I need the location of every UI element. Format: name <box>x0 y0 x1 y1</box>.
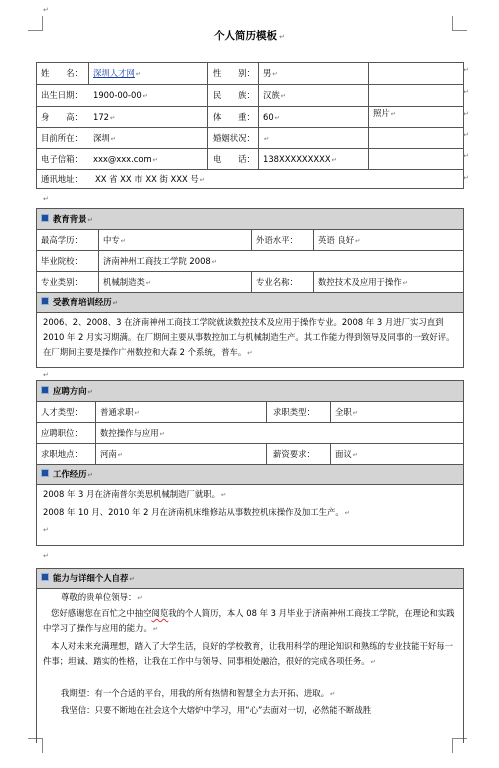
ethnic-value[interactable]: 汉族↵ <box>263 90 287 100</box>
degree-label: 最高学历： <box>41 235 83 245</box>
self-recommendation-table <box>36 568 464 743</box>
table-row <box>37 272 463 293</box>
education-table <box>36 208 464 368</box>
paragraph-mark-icon: ↵ <box>43 195 49 203</box>
school-label: 毕业院校： <box>41 256 83 266</box>
job-header: 应聘方向↵ <box>37 381 463 402</box>
paragraph-mark-icon: ↵ <box>279 33 285 41</box>
birth-label: 出生日期： <box>41 90 83 100</box>
photo-placeholder[interactable]: 照片↵ <box>373 108 397 118</box>
page-title[interactable]: 个人简历模板 ↵ <box>214 30 285 42</box>
training-header: 受教育培训经历↵ <box>37 293 463 313</box>
major-category-label: 专业类别： <box>41 277 83 287</box>
position-label: 应聘职位： <box>41 428 83 438</box>
table-row <box>37 251 463 272</box>
phone-label: 电 话： <box>213 154 255 164</box>
talent-type-value[interactable]: 普通求职↵ <box>100 407 140 417</box>
cell-mark-icon: ↵ <box>463 131 469 139</box>
work-line-1[interactable]: 2008 年 3 月在济南普尔美思机械制造厂就职。↵ <box>43 489 227 499</box>
job-location-value[interactable]: 河南↵ <box>100 449 124 459</box>
paragraph-mark-icon: ↵ <box>43 6 49 14</box>
self-paragraph-1[interactable]: 您好感谢您在百忙之中抽空阅览我的个人简历，本人 08 年 3 月毕业于济南神州工商技工学院，在理论和实践中学习了操作与应用的能力。↵ <box>43 608 455 633</box>
cell-mark-icon: ↵ <box>463 66 469 74</box>
phone-value[interactable]: 138XXXXXXXXX↵ <box>263 154 338 164</box>
training-text[interactable]: 2006、2、2008、3 在济南神州工商技工学院就读数控技术及应用于操作专业。2008 年 3 月进厂实习直到 2010 年 2 月实习期满。在厂期间主要从事数控加工与机械制造生产。其工作能力得到领导及同事的一致好评。在厂期间主要是操作广州数控和大森 2 个系统，普车。↵ <box>43 317 455 357</box>
ethnic-label: 民 族： <box>213 90 255 100</box>
table-row <box>37 128 463 149</box>
location-label: 目前所在： <box>41 133 83 143</box>
table-row <box>37 444 463 465</box>
work-line-2[interactable]: 2008 年 10 月、2010 年 2 月在济南机床维修站从事数控机床操作及加工生产。↵ <box>43 507 351 517</box>
major-category-value[interactable]: 机械制造类↵ <box>103 277 152 287</box>
major-name-value[interactable]: 数控技术及应用于操作↵ <box>318 277 409 287</box>
bullet-square-icon <box>41 214 49 222</box>
self-paragraph-2[interactable]: 本人对未来充满理想，踏入了大学生活，良好的学校教育，让我用科学的理论知识和熟练的专业技能干好每一件事；坦诚、踏实的性格，让我在工作中与领导、同事相处融洽，很好的完成各项任务。↵ <box>43 641 453 666</box>
paragraph-mark-icon: ↵ <box>43 552 49 560</box>
marital-label: 婚姻状况： <box>213 133 255 143</box>
weight-value[interactable]: 60↵ <box>263 112 281 122</box>
table-row <box>37 230 463 251</box>
cell-mark-icon: ↵ <box>463 174 469 182</box>
email-label: 电子信箱： <box>41 154 83 164</box>
language-value[interactable]: 英语 良好↵ <box>318 235 361 245</box>
talent-type-label: 人才类型： <box>41 407 83 417</box>
salary-value[interactable]: 面议↵ <box>335 449 359 459</box>
marital-value[interactable]: ↵ <box>264 135 270 143</box>
major-name-label: 专业名称： <box>256 277 298 287</box>
education-header: 教育背景↵ <box>37 209 463 230</box>
work-header: 工作经历↵ <box>37 465 463 485</box>
paragraph-mark-icon: ↵ <box>43 526 49 534</box>
address-label: 通讯地址： <box>41 174 83 184</box>
self-header: 能力与详细个人自荐↵ <box>37 569 463 589</box>
cell-mark-icon: ↵ <box>463 88 469 96</box>
table-row <box>37 149 463 170</box>
cell-mark-icon: ↵ <box>463 110 469 118</box>
position-value[interactable]: 数控操作与应用↵ <box>100 428 166 438</box>
self-greeting[interactable]: 尊敬的贵单位领导：↵ <box>61 592 143 602</box>
job-location-label: 求职地点： <box>41 449 83 459</box>
gender-value[interactable]: 男↵ <box>263 68 278 78</box>
location-value[interactable]: 深圳↵ <box>93 133 117 143</box>
table-row <box>37 63 463 85</box>
gender-label: 性 别： <box>213 68 255 78</box>
degree-value[interactable]: 中专↵ <box>103 235 127 245</box>
cell-mark-icon: ↵ <box>463 152 469 160</box>
language-label: 外语水平： <box>256 235 298 245</box>
job-type-label: 求职类型： <box>273 407 315 417</box>
table-row <box>37 402 463 423</box>
table-row <box>37 423 463 444</box>
salary-label: 薪资要求： <box>273 449 315 459</box>
birth-value[interactable]: 1900-00-00↵ <box>93 90 149 100</box>
school-value[interactable]: 济南神州工商技工学院 2008↵ <box>103 256 218 266</box>
bullet-square-icon <box>41 386 49 394</box>
personal-info-table <box>36 62 464 189</box>
table-row <box>37 170 463 190</box>
self-paragraph-4[interactable]: 我坚信：只要不断地在社会这个大熔炉中学习，用“心”去面对一切，必然能不断战胜 <box>61 705 372 715</box>
job-type-value[interactable]: 全职↵ <box>335 407 359 417</box>
weight-label: 体 重： <box>213 112 255 122</box>
bullet-square-icon <box>41 469 49 477</box>
self-paragraph-3[interactable]: 我期望：有一个合适的平台，用我的所有热情和智慧全力去开拓、进取。↵ <box>61 688 336 698</box>
bullet-square-icon <box>41 297 49 305</box>
height-value[interactable]: 172↵ <box>93 112 116 122</box>
paragraph-mark-icon: ↵ <box>43 371 49 379</box>
name-value[interactable]: 深圳人才网↵ <box>93 68 142 78</box>
job-target-table <box>36 380 464 546</box>
email-value[interactable]: xxx@xxx.com↵ <box>93 154 159 164</box>
name-label: 姓 名： <box>41 68 83 78</box>
bullet-square-icon <box>41 573 49 581</box>
address-value[interactable]: XX 省 XX 市 XX 街 XXX 号↵ <box>95 174 206 184</box>
height-label: 身 高： <box>41 112 83 122</box>
